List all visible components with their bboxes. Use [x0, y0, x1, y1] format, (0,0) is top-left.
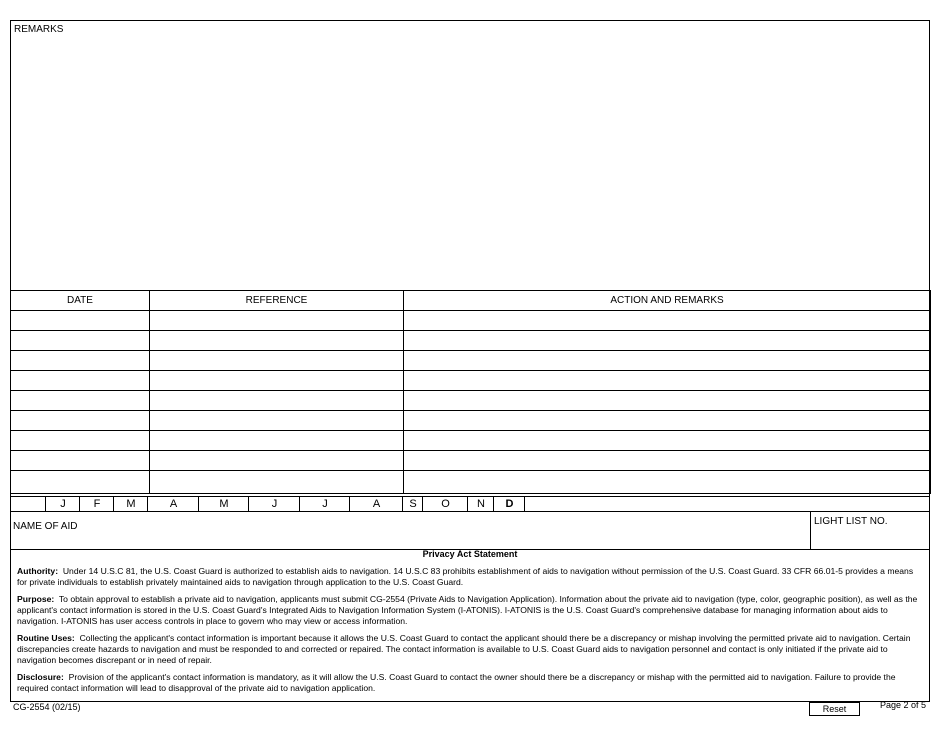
month-may[interactable]: M [198, 497, 249, 512]
action-remarks-cell[interactable] [404, 451, 931, 471]
month-feb[interactable]: F [79, 497, 114, 512]
disclosure-heading: Disclosure: [17, 672, 64, 682]
action-remarks-cell[interactable] [404, 331, 931, 351]
reference-cell[interactable] [150, 371, 404, 391]
name-of-aid-label: NAME OF AID [13, 521, 78, 532]
routine-uses-heading: Routine Uses: [17, 633, 75, 643]
table-row [11, 391, 931, 411]
date-cell[interactable] [11, 471, 150, 494]
action-remarks-cell[interactable] [404, 411, 931, 431]
reference-cell[interactable] [150, 351, 404, 371]
reset-button[interactable]: Reset [809, 702, 860, 716]
month-sep[interactable]: S [402, 497, 423, 512]
reference-cell[interactable] [150, 451, 404, 471]
month-jul[interactable]: J [299, 497, 350, 512]
month-dec[interactable]: D [493, 497, 525, 512]
column-header-reference: REFERENCE [150, 291, 404, 311]
reference-cell[interactable] [150, 431, 404, 451]
table-body [11, 311, 931, 494]
light-list-label: LIGHT LIST NO. [814, 516, 888, 527]
date-cell[interactable] [11, 451, 150, 471]
month-oct[interactable]: O [422, 497, 468, 512]
date-cell[interactable] [11, 351, 150, 371]
date-cell[interactable] [11, 391, 150, 411]
action-remarks-cell[interactable] [404, 431, 931, 451]
column-header-action-remarks: ACTION AND REMARKS [404, 291, 931, 311]
reference-cell[interactable] [150, 411, 404, 431]
action-remarks-cell[interactable] [404, 391, 931, 411]
table-row [11, 411, 931, 431]
table-header-row [11, 291, 931, 311]
authority-text: Under 14 U.S.C 81, the U.S. Coast Guard is authorized to establish aids to navigation. 14 U.S.C 83 prohibits establishment of aids to navigation without permission of the U.S. Coast Guard. 33 CFR 66.01-5 provides a means for private individuals to establish privately maintained aids to navigation through application to the U.S. Coast Guard. [17, 566, 914, 587]
page-number: Page 2 of 5 [880, 700, 927, 710]
light-list-field[interactable] [810, 512, 930, 549]
action-log-table [10, 290, 931, 494]
table-row [11, 371, 931, 391]
month-aug[interactable]: A [349, 497, 403, 512]
privacy-act-title: Privacy Act Statement [422, 549, 518, 559]
privacy-disclosure [17, 672, 923, 694]
authority-heading: Authority: [17, 566, 59, 576]
month-mar[interactable]: M [113, 497, 148, 512]
month-jan[interactable]: J [45, 497, 80, 512]
remarks-label: REMARKS [14, 24, 64, 35]
action-remarks-cell[interactable] [404, 351, 931, 371]
reference-cell[interactable] [150, 471, 404, 494]
date-cell[interactable] [11, 331, 150, 351]
month-end-divider [524, 497, 526, 512]
routine-uses-text: Collecting the applicant's contact information is important because it allows the U.S. Coast Guard to contact the applicant should there be a discrepancy or mishap involving the permitted private aid to navigation. Certain discrepancies create hazards to navigation and must be responded to and corrected or repaired. The contact information is available to U.S. Coast Guard aids to navigation personnel and contact is only initiated if the private aid to navigation becomes discrepant or in need of repair. [17, 633, 911, 665]
privacy-authority [17, 566, 923, 588]
month-nov[interactable]: N [467, 497, 494, 512]
table-row [11, 451, 931, 471]
table-row [11, 351, 931, 371]
action-remarks-cell[interactable] [404, 371, 931, 391]
reference-cell[interactable] [150, 311, 404, 331]
table-row [11, 331, 931, 351]
reference-cell[interactable] [150, 331, 404, 351]
month-jun[interactable]: J [248, 497, 300, 512]
month-apr[interactable]: A [147, 497, 199, 512]
table-row [11, 431, 931, 451]
table-row [11, 471, 931, 494]
action-remarks-cell[interactable] [404, 311, 931, 331]
month-spacer [10, 497, 45, 512]
date-cell[interactable] [11, 411, 150, 431]
table-row [11, 311, 931, 331]
name-of-aid-row [10, 512, 930, 550]
disclosure-text: Provision of the applicant's contact information is mandatory, as it will allow the U.S. Coast Guard to contact the owner should there be a discrepancy or mishap with the permitted aid to navigation. Failure to provide the required contact information will lead to disapproval of the private aid to navigation application. [17, 672, 896, 693]
date-cell[interactable] [11, 371, 150, 391]
form-id: CG-2554 (02/15) [13, 702, 81, 712]
remarks-textarea[interactable] [11, 36, 929, 290]
column-header-date: DATE [11, 291, 150, 311]
privacy-routine-uses [17, 633, 923, 666]
reference-cell[interactable] [150, 391, 404, 411]
date-cell[interactable] [11, 431, 150, 451]
purpose-heading: Purpose: [17, 594, 55, 604]
date-cell[interactable] [11, 311, 150, 331]
privacy-purpose [17, 594, 923, 627]
purpose-text: To obtain approval to establish a private aid to navigation, applicants must submit CG-2554 (Private Aids to Navigation Application). Information about the private aid to navigation (type, color, geographic position), as well as the applicant's contact information is stored in the U.S. Coast Guard's Integrated Aids to Navigation Information System (I-ATONIS). I-ATONIS is the U.S. Coast Guard's comprehensive database for managing information about aids to navigation. I-ATONIS has user access controls in place to govern who may view or access information. [17, 594, 918, 626]
action-remarks-cell[interactable] [404, 471, 931, 494]
month-checkbox-row [10, 496, 930, 512]
